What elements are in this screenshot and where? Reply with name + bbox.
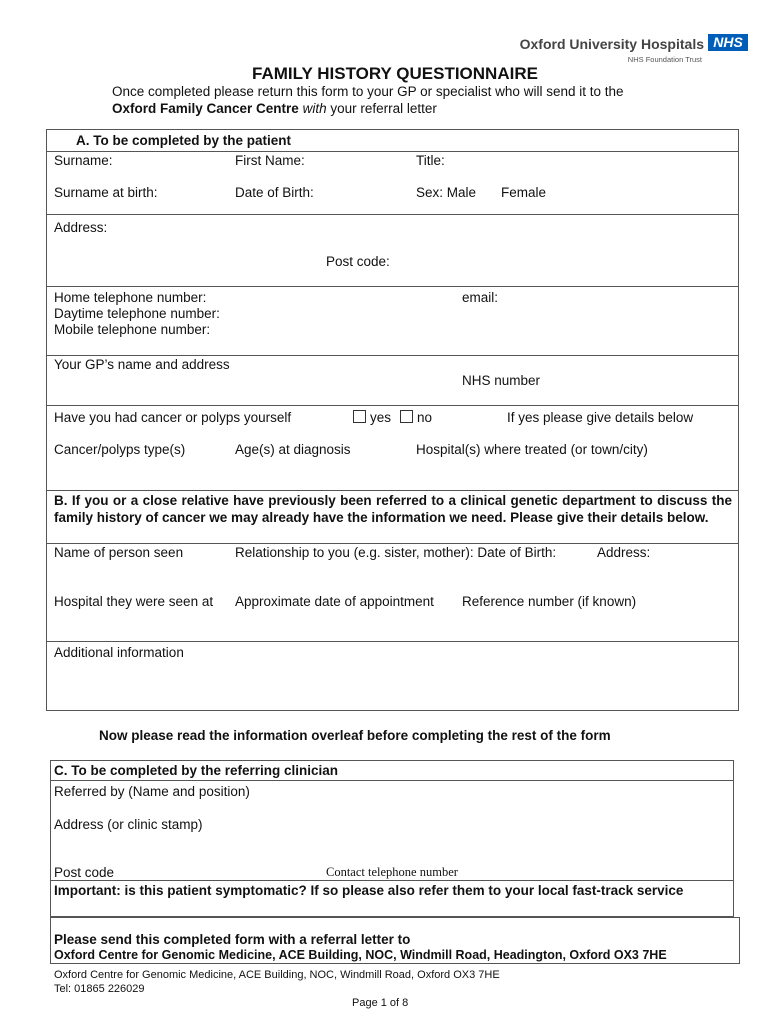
home-tel-label[interactable]: Home telephone number: (54, 290, 207, 305)
divider (50, 780, 734, 781)
clinic-address-label[interactable]: Address (or clinic stamp) (54, 817, 203, 832)
sex-female-option[interactable]: Female (501, 185, 547, 200)
gp-label[interactable]: Your GP’s name and address (54, 357, 230, 372)
page-title: FAMILY HISTORY QUESTIONNAIRE (252, 64, 538, 83)
divider (50, 880, 734, 881)
overleaf-notice: Now please read the information overleaf before completing the rest of the form (99, 728, 611, 743)
email-label[interactable]: email: (462, 290, 499, 305)
footer-tel: Tel: 01865 226029 (54, 983, 145, 995)
divider (46, 490, 739, 491)
daytime-tel-label[interactable]: Daytime telephone number: (54, 306, 220, 321)
org-name: Oxford University Hospitals (519, 36, 704, 52)
relationship-label[interactable]: Relationship to you (e.g. sister, mother): Date of Birth: (235, 545, 557, 560)
send-instruction: Please send this completed form with a referral letter to (54, 932, 411, 947)
divider (46, 355, 739, 356)
send-address: Oxford Centre for Genomic Medicine, ACE Building, NOC, Windmill Road, Headington, Oxford OX3 7HE (54, 948, 667, 962)
section-c-heading: C. To be completed by the referring clinician (54, 763, 339, 778)
additional-info-label[interactable]: Additional information (54, 645, 184, 660)
divider (46, 543, 739, 544)
yes-checkbox[interactable] (353, 410, 366, 423)
divider (46, 405, 739, 406)
surname-at-birth-label[interactable]: Surname at birth: (54, 185, 158, 200)
hospital-treated-label[interactable]: Hospital(s) where treated (or town/city) (416, 442, 648, 457)
section-b-heading: B. If you or a close relative have previously been referred to a clinical genetic department to discuss the family history of cancer we may already have the information we need. Please give their details below. (54, 493, 732, 525)
nhs-number-label[interactable]: NHS number (462, 373, 541, 388)
yes-option[interactable] (353, 410, 391, 425)
dob-label[interactable]: Date of Birth: (235, 185, 314, 200)
divider (46, 214, 739, 215)
first-name-label[interactable]: First Name: (235, 153, 305, 168)
centre-name: Oxford Family Cancer Centre (112, 101, 299, 116)
trust-name: NHS Foundation Trust (627, 55, 702, 64)
title-label[interactable]: Title: (416, 153, 445, 168)
footer-address: Oxford Centre for Genomic Medicine, ACE Building, NOC, Windmill Road, Oxford OX3 7HE (54, 969, 500, 981)
section-a-heading: A. To be completed by the patient (76, 133, 292, 148)
intro-line-1: Once completed please return this form to your GP or specialist who will send it to the (112, 84, 624, 99)
reference-number-label[interactable]: Reference number (if known) (462, 594, 637, 609)
page-number: Page 1 of 8 (352, 997, 409, 1009)
divider (46, 641, 739, 642)
intro-rest: your referral letter (326, 101, 437, 116)
referred-by-label[interactable]: Referred by (Name and position) (54, 784, 250, 799)
address-label[interactable]: Address: (54, 220, 108, 235)
sex-male-option[interactable]: Sex: Male (416, 185, 477, 200)
postcode-label[interactable]: Post code: (326, 254, 390, 269)
no-label: no (417, 410, 433, 425)
hospital-seen-label[interactable]: Hospital they were seen at (54, 594, 214, 609)
relative-address-label[interactable]: Address: (597, 545, 651, 560)
name-seen-label[interactable]: Name of person seen (54, 545, 184, 560)
cancer-type-label[interactable]: Cancer/polyps type(s) (54, 442, 186, 457)
yes-label: yes (370, 410, 392, 425)
intro-line-2 (112, 101, 437, 116)
symptomatic-warning: Important: is this patient symptomatic? If so please also refer them to your local fast-track service (54, 883, 684, 898)
surname-label[interactable]: Surname: (54, 153, 113, 168)
if-yes-note: If yes please give details below (507, 410, 694, 425)
no-checkbox[interactable] (400, 410, 413, 423)
contact-tel-label[interactable]: Contact telephone number (326, 865, 458, 879)
mobile-tel-label[interactable]: Mobile telephone number: (54, 322, 211, 337)
age-at-diagnosis-label[interactable]: Age(s) at diagnosis (235, 442, 351, 457)
no-option[interactable] (400, 410, 432, 425)
divider (46, 286, 739, 287)
approx-date-label[interactable]: Approximate date of appointment (235, 594, 434, 609)
divider (46, 151, 739, 152)
nhs-logo: NHS (708, 34, 748, 51)
had-cancer-question: Have you had cancer or polyps yourself (54, 410, 292, 425)
clinician-postcode-label[interactable]: Post code (54, 865, 115, 880)
intro-with: with (302, 101, 327, 116)
